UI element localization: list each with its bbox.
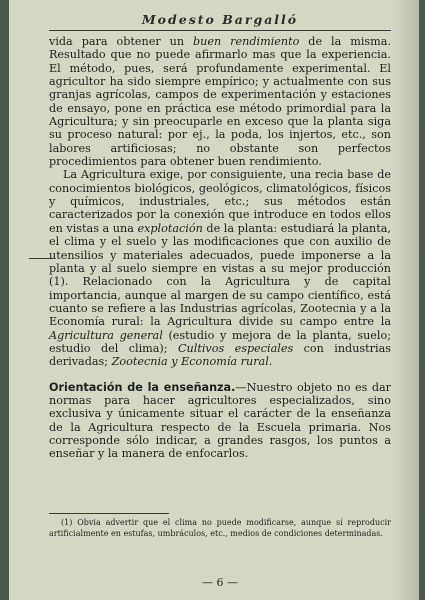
italic-term-zootecnia: Zootecnia y Economía rural. <box>111 355 273 369</box>
text-run: La Agricultura exige, por consiguiente, una recia base de conocimientos biológicos, geológicos, climatológicos, físicos y químicos, industriales, etc.; sus métodos están caracterizados por la conexión que introduce en todos ellos en vistas a una <box>49 168 391 235</box>
text-run: (estudio y mejora de la planta, suelo; estudio del clima); <box>49 328 391 355</box>
page-edge-shadow <box>391 0 419 600</box>
italic-term-buen-rendimiento: buen rendimiento <box>193 35 300 48</box>
text-run: vida para obtener un <box>49 35 194 48</box>
section-gap <box>49 369 391 381</box>
main-text <box>49 35 391 461</box>
text-run: con industrias derivadas; <box>49 341 392 369</box>
italic-term-cultivos-especiales: Cultivos especiales <box>178 341 294 355</box>
footnote-rule <box>49 513 169 514</box>
footnote: (1) Obvia advertir que el clima no puede modificarse, aunque sí reproducir artificialmente en estufas, umbráculos, etc., medios de condiciones determinadas. <box>49 518 391 538</box>
page-number: — 6 — <box>202 576 238 589</box>
text-run: de la planta: estudiará la planta, el clima y el suelo y las modificaciones que con auxilio de utensilios y materiales adecuados, puede imponerse a la planta y al suelo siempre en vistas a su mejor producción (1). Relacionado con la Agricultura y de capital importancia, aunque al margen de su campo científico, está cuanto se refiere a las Industrias agrícolas, Zootecnia y a la Economía rural: la Agricultura divide su campo entre la <box>49 221 391 329</box>
paragraph-agriculture-exige <box>49 168 391 368</box>
text-run: de la misma. Resultado que no puede afirmarlo mas que la experiencia. El método, pues, será profundamente experimental. El agricultor ha sido siempre empírico; y actualmente con sus granjas agrícolas, campos de experimentación y estaciones de ensayo, pone en práctica ese método primordial para la Agricultura; y sin preocuparle en exceso que la planta siga su proceso natural: por ej., la poda, los injertos, etc., son labores artificiosas; no obstante son perfectos procedimientos para obtener buen rendimiento. <box>49 35 391 169</box>
italic-term-explotacion: explotación <box>137 221 203 235</box>
header-rule <box>49 30 391 31</box>
text-run: —Nuestro objeto no es dar normas para hacer agricultores especializados, sino exclusiva y únicamente situar el carácter de la enseñanza de la Agricultura respecto de la Escuela primaria. Nos corresponde sólo indicar, a grandes rasgos, los puntos a enseñar y la manera de enfocarlos. <box>49 380 391 461</box>
italic-term-agricultura-general: Agricultura general <box>49 328 163 342</box>
paragraph-method <box>49 35 391 168</box>
section-title-orientacion: Orientación de la enseñanza. <box>49 380 236 394</box>
paragraph-orientacion <box>49 381 391 461</box>
book-page <box>9 0 419 600</box>
running-header-author: Modesto Bargalló <box>141 12 299 27</box>
